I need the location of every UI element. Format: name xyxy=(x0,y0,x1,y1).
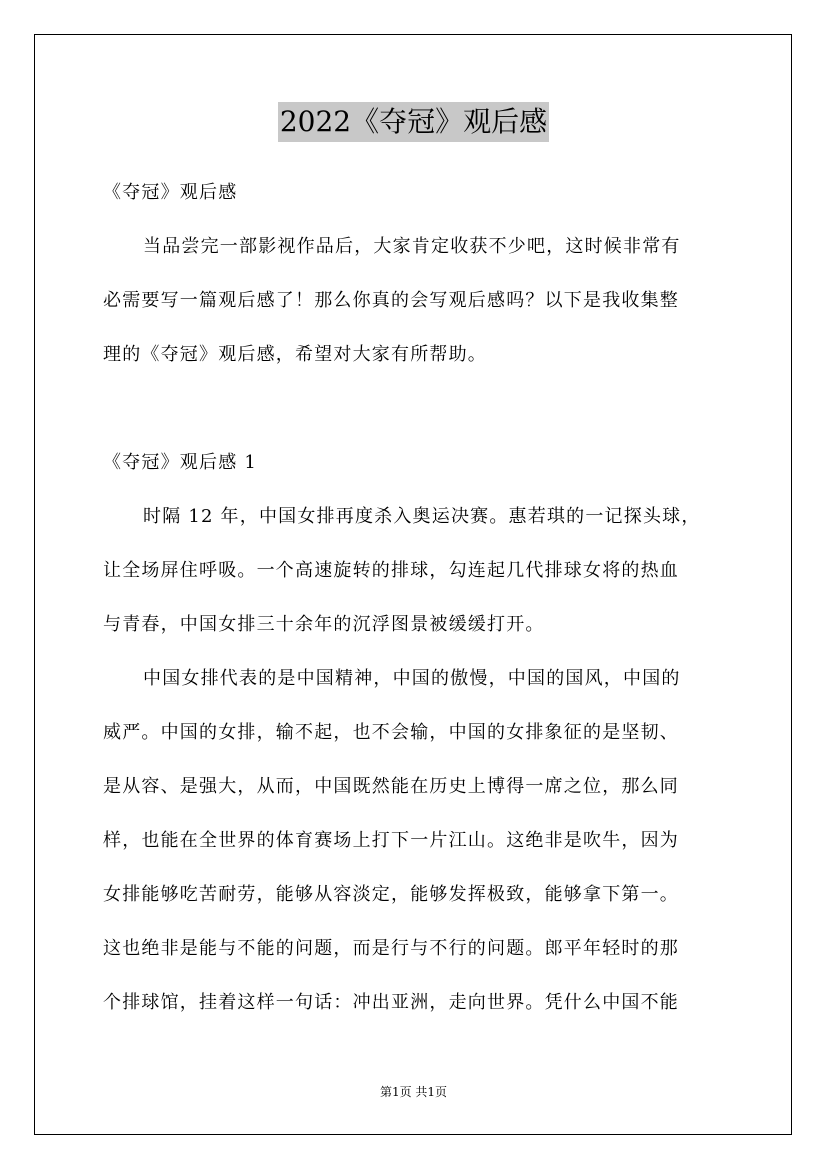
paragraph-line: 与青春，中国女排三十余年的沉浮图景被缓缓打开。 xyxy=(103,614,545,635)
paragraph-line: 个排球馆，挂着这样一句话：冲出亚洲，走向世界。凭什么中国不能 xyxy=(103,992,679,1013)
document-title: 2022《夺冠》观后感 xyxy=(278,102,549,142)
paragraph-line: 女排能够吃苦耐劳，能够从容淡定，能够发挥极致，能够拿下第一。 xyxy=(103,884,679,905)
paragraph-line: 威严。中国的女排，输不起，也不会输，中国的女排象征的是坚韧、 xyxy=(103,722,679,743)
paragraph-line: 中国女排代表的是中国精神，中国的傲慢，中国的国风，中国的 xyxy=(143,668,681,689)
paragraph-line: 让全场屏住呼吸。一个高速旋转的排球，勾连起几代排球女将的热血 xyxy=(103,560,679,581)
document-body xyxy=(103,176,727,1040)
intro-line: 当品尝完一部影视作品后，大家肯定收获不少吧，这时候非常有 xyxy=(143,236,681,257)
page-number-footer: 第1页 共1页 xyxy=(379,1085,448,1099)
paragraph-gap xyxy=(103,392,727,446)
subtitle: 《夺冠》观后感 xyxy=(103,182,238,203)
paragraph-line: 样，也能在全世界的体育赛场上打下一片江山。这绝非是吹牛，因为 xyxy=(103,830,679,851)
intro-line: 必需要写一篇观后感了！那么你真的会写观后感吗？以下是我收集整 xyxy=(103,290,679,311)
paragraph-line: 这也绝非是能与不能的问题，而是行与不行的问题。郎平年轻时的那 xyxy=(103,938,679,959)
paragraph-line: 时隔 12 年，中国女排再度杀入奥运决赛。惠若琪的一记探头球， xyxy=(143,506,701,527)
intro-line: 理的《夺冠》观后感，希望对大家有所帮助。 xyxy=(103,344,487,365)
title-container xyxy=(0,102,827,142)
paragraph-line: 是从容、是强大，从而，中国既然能在历史上博得一席之位，那么同 xyxy=(103,776,679,797)
section-heading: 《夺冠》观后感 1 xyxy=(103,452,257,473)
